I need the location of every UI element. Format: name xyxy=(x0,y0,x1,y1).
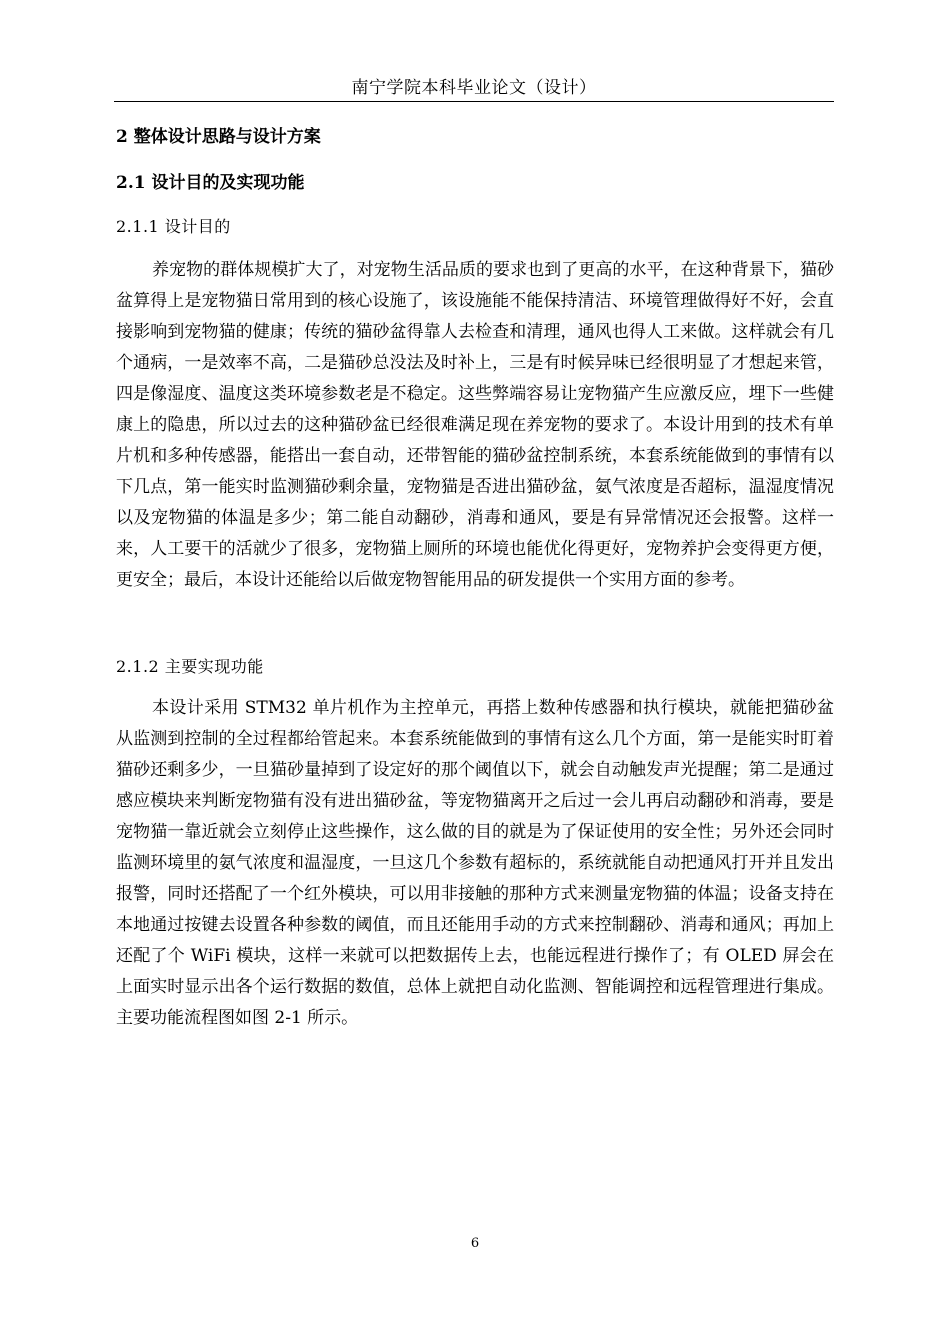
chapter-heading: 2 整体设计思路与设计方案 xyxy=(116,127,321,147)
header-rule xyxy=(114,101,834,102)
paragraph-main-functions: 本设计采用 STM32 单片机作为主控单元，再搭上数种传感器和执行模块，就能把猫砂盆从监测到控制的全过程都给管起来。本套系统能做到的事情有这么几个方面，第一是能实时盯着猫砂还剩多少，一旦猫砂量掉到了设定好的那个阈值以下，就会自动触发声光提醒；第二是通过感应模块来判断宠物猫有没有进出猫砂盆，等宠物猫离开之后过一会儿再启动翻砂和消毒，要是宠物猫一靠近就会立刻停止这些操作，这么做的目的就是为了保证使用的安全性；另外还会同时监测环境里的氨气浓度和温湿度，一旦这几个参数有超标的，系统就能自动把通风打开并且发出报警，同时还搭配了一个红外模块，可以用非接触的那种方式来测量宠物猫的体温；设备支持在本地通过按键去设置各种参数的阈值，而且还能用手动的方式来控制翻砂、消毒和通风；再加上还配了个 WiFi 模块，这样一来就可以把数据传上去，也能远程进行操作了；有 OLED 屏会在上面实时显示出各个运行数据的数值，总体上就把自动化监测、智能调控和远程管理进行集成。主要功能流程图如图 2-1 所示。 xyxy=(116,698,834,1028)
paragraph-design-purpose: 养宠物的群体规模扩大了，对宠物生活品质的要求也到了更高的水平，在这种背景下，猫砂盆算得上是宠物猫日常用到的核心设施了，该设施能不能保持清洁、环境管理做得好不好，会直接影响到宠物猫的健康；传统的猫砂盆得靠人去检查和清理，通风也得人工来做。这样就会有几个通病，一是效率不高，二是猫砂总没法及时补上，三是有时候异味已经很明显了才想起来管，四是像湿度、温度这类环境参数老是不稳定。这些弊端容易让宠物猫产生应激反应，埋下一些健康上的隐患，所以过去的这种猫砂盆已经很难满足现在养宠物的要求了。本设计用到的技术有单片机和多种传感器，能搭出一套自动，还带智能的猫砂盆控制系统，本套系统能做到的事情有以下几点，第一能实时监测猫砂剩余量，宠物猫是否进出猫砂盆，氨气浓度是否超标，温湿度情况以及宠物猫的体温是多少；第二能自动翻砂，消毒和通风，要是有异常情况还会报警。这样一来，人工要干的活就少了很多，宠物猫上厕所的环境也能优化得更好，宠物养护会变得更方便，更安全；最后，本设计还能给以后做宠物智能用品的研发提供一个实用方面的参考。 xyxy=(116,260,834,590)
page-number: 6 xyxy=(470,1236,480,1251)
subsection-heading-main-functions: 2.1.2 主要实现功能 xyxy=(116,657,264,676)
page-header xyxy=(114,72,834,102)
section-heading: 2.1 设计目的及实现功能 xyxy=(116,173,305,193)
header-title: 南宁学院本科毕业论文（设计） xyxy=(351,78,597,98)
subsection-heading-design-purpose: 2.1.1 设计目的 xyxy=(116,217,231,236)
